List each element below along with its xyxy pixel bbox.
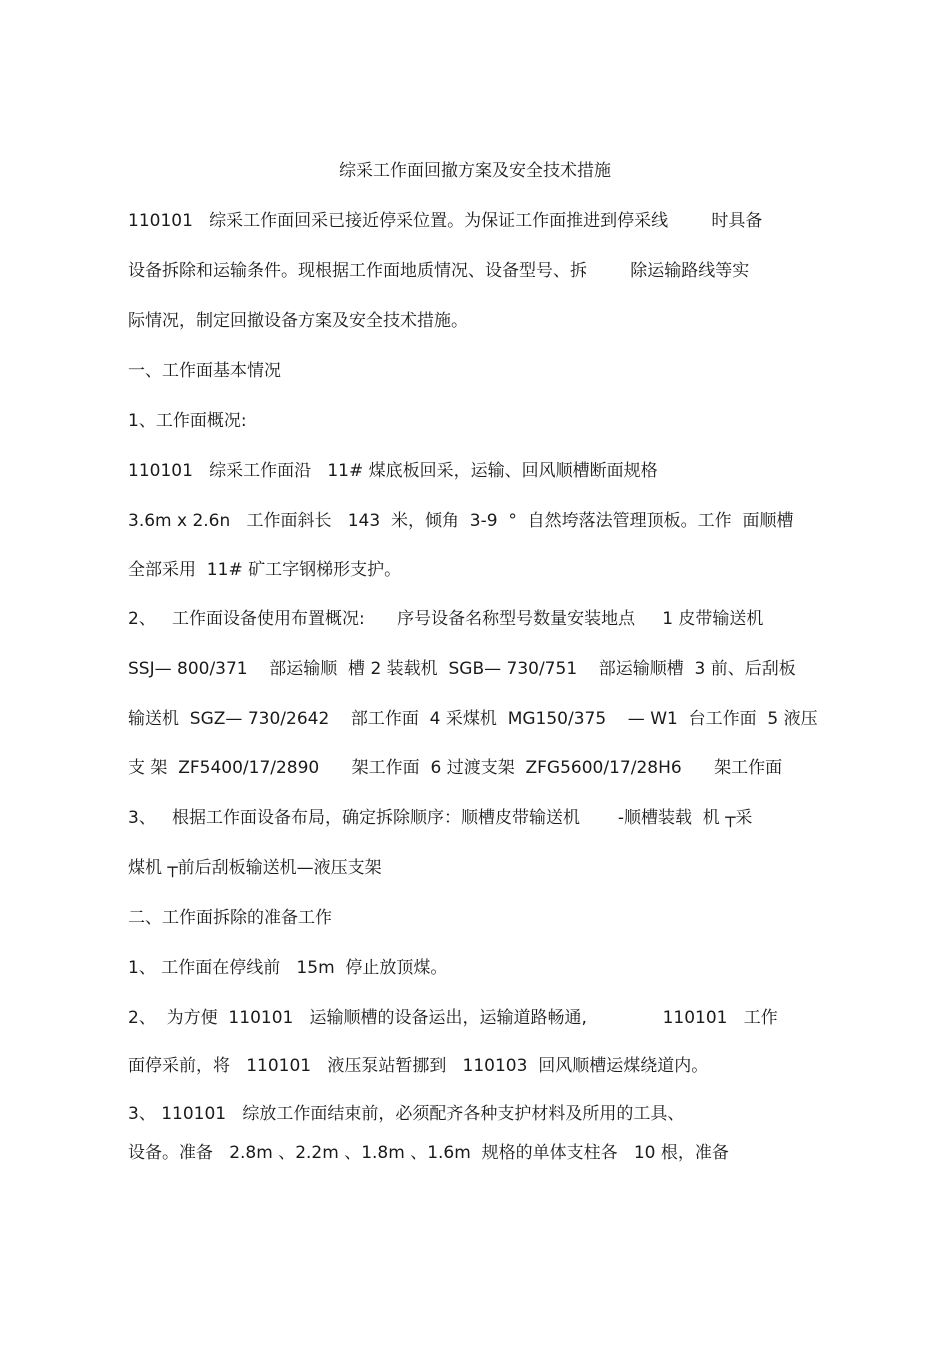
- paragraph-line: 110101 综采工作面回采已接近停采位置。为保证工作面推进到停采线 时具备: [128, 211, 763, 231]
- paragraph-line: 全部采用 11# 矿工字钢梯形支护。: [128, 560, 402, 580]
- paragraph-line: 3.6m x 2.6n 工作面斜长 143 米，倾角 3-9 ° 自然垮落法管理顶板。工作 面顺槽: [128, 511, 794, 531]
- subsection-heading: 1、工作面概况:: [128, 411, 247, 431]
- paragraph-line: SSJ— 800/371 部运输顺 槽 2 装载机 SGB— 730/751 部运输顺槽 3 前、后刮板: [128, 659, 796, 679]
- paragraph-line: 3、 110101 综放工作面结束前，必须配齐各种支护材料及所用的工具、: [128, 1104, 685, 1124]
- paragraph-line: 输送机 SGZ— 730/2642 部工作面 4 采煤机 MG150/375 — W1 台工作面 5 液压: [128, 709, 818, 729]
- document-title: 综采工作面回撤方案及安全技术措施: [339, 161, 611, 181]
- paragraph-line: 支 架 ZF5400/17/2890 架工作面 6 过渡支架 ZFG5600/17/28H6 架工作面: [128, 758, 783, 778]
- paragraph-line: 3、 根据工作面设备布局，确定拆除顺序：顺槽皮带输送机 -顺槽装载 机 ┬采: [128, 808, 753, 828]
- paragraph-line: 2、 工作面设备使用布置概况: 序号设备名称型号数量安装地点 1 皮带输送机: [128, 609, 764, 629]
- section-heading: 一、工作面基本情况: [128, 361, 281, 381]
- paragraph-line: 设备。准备 2.8m 、2.2m 、1.8m 、1.6m 规格的单体支柱各 10 根，准备: [128, 1143, 729, 1163]
- paragraph-line: 际情况，制定回撤设备方案及安全技术措施。: [128, 311, 468, 331]
- paragraph-line: 2、 为方便 110101 运输顺槽的设备运出，运输道路畅通, 110101 工作: [128, 1008, 778, 1028]
- paragraph-line: 1、 工作面在停线前 15m 停止放顶煤。: [128, 958, 448, 978]
- section-heading: 二、工作面拆除的准备工作: [128, 908, 332, 928]
- paragraph-line: 设备拆除和运输条件。现根据工作面地质情况、设备型号、拆 除运输路线等实: [128, 261, 750, 281]
- paragraph-line: 110101 综采工作面沿 11# 煤底板回采，运输、回风顺槽断面规格: [128, 461, 658, 481]
- paragraph-line: 面停采前，将 110101 液压泵站暂挪到 110103 回风顺槽运煤绕道内。: [128, 1056, 709, 1076]
- paragraph-line: 煤机 ┬前后刮板输送机—液压支架: [128, 858, 382, 878]
